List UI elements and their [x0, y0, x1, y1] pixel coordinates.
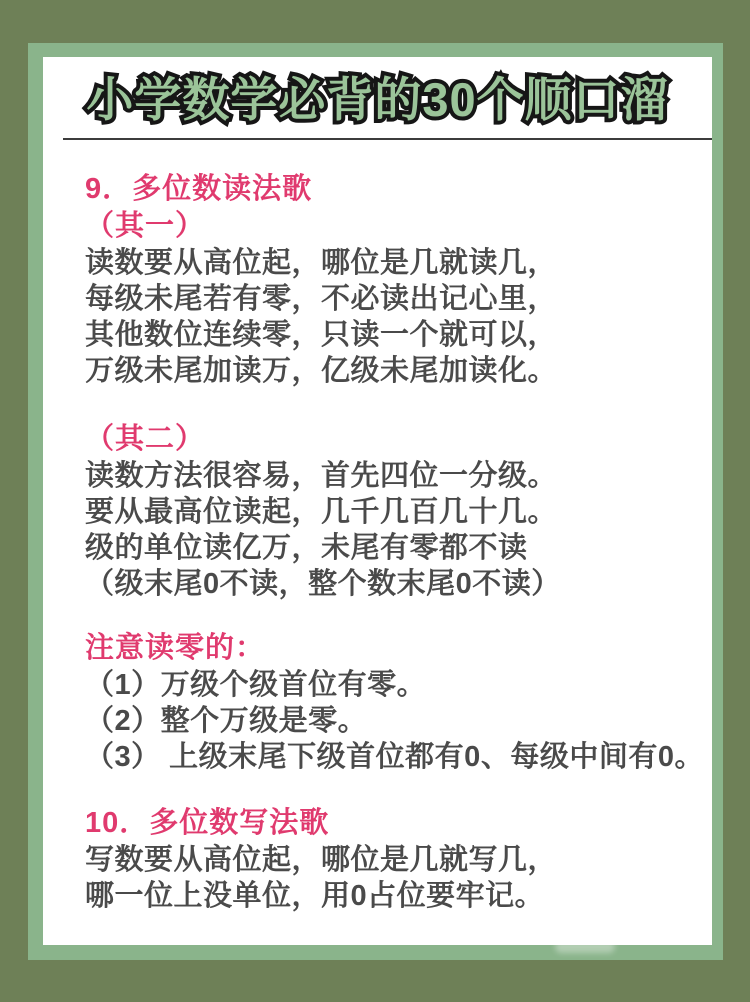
watermark [555, 940, 615, 953]
poem-line: 要从最高位读起，几千几百几十几。 [85, 496, 558, 528]
section-heading: 注意读零的： [85, 632, 266, 664]
poem-line: 每级未尾若有零，不必读出记心里， [85, 283, 558, 315]
section-multidigit-writing [85, 805, 694, 914]
section-subheading: （其二） [85, 423, 206, 455]
poem-line: （级末尾0不读，整个数末尾0不读） [85, 568, 561, 600]
poem-line: 写数要从高位起，哪位是几就写几， [85, 844, 558, 876]
section-reading-method-two [85, 421, 694, 602]
card-inner [43, 57, 712, 945]
note-card [28, 43, 723, 960]
section-heading: 10．多位数写法歌 [85, 807, 330, 839]
poem-line: 读数要从高位起，哪位是几就读几， [85, 247, 558, 279]
numbered-line: （3） 上级末尾下级首位都有0、每级中间有0。 [85, 741, 704, 773]
poem-line: 其他数位连续零，只读一个就可以， [85, 319, 558, 351]
title-divider [63, 138, 712, 140]
section-multidigit-reading [85, 171, 694, 389]
section-subheading: （其一） [85, 210, 206, 242]
poem-line: 级的单位读亿万，未尾有零都不读 [85, 532, 528, 564]
poem-line: 读数方法很容易，首先四位一分级。 [85, 460, 558, 492]
poem-line: 万级未尾加读万，亿级未尾加读化。 [85, 355, 558, 387]
page-title: 小学数学必背的30个顺口溜 [86, 73, 669, 126]
poem-line: 哪一位上没单位，用0占位要牢记。 [85, 880, 545, 912]
card-content [43, 171, 712, 914]
section-zero-reading-notes [85, 630, 704, 775]
numbered-line: （2）整个万级是零。 [85, 705, 368, 737]
section-heading: 9．多位数读法歌 [85, 173, 313, 205]
numbered-line: （1）万级个级首位有零。 [85, 669, 427, 701]
